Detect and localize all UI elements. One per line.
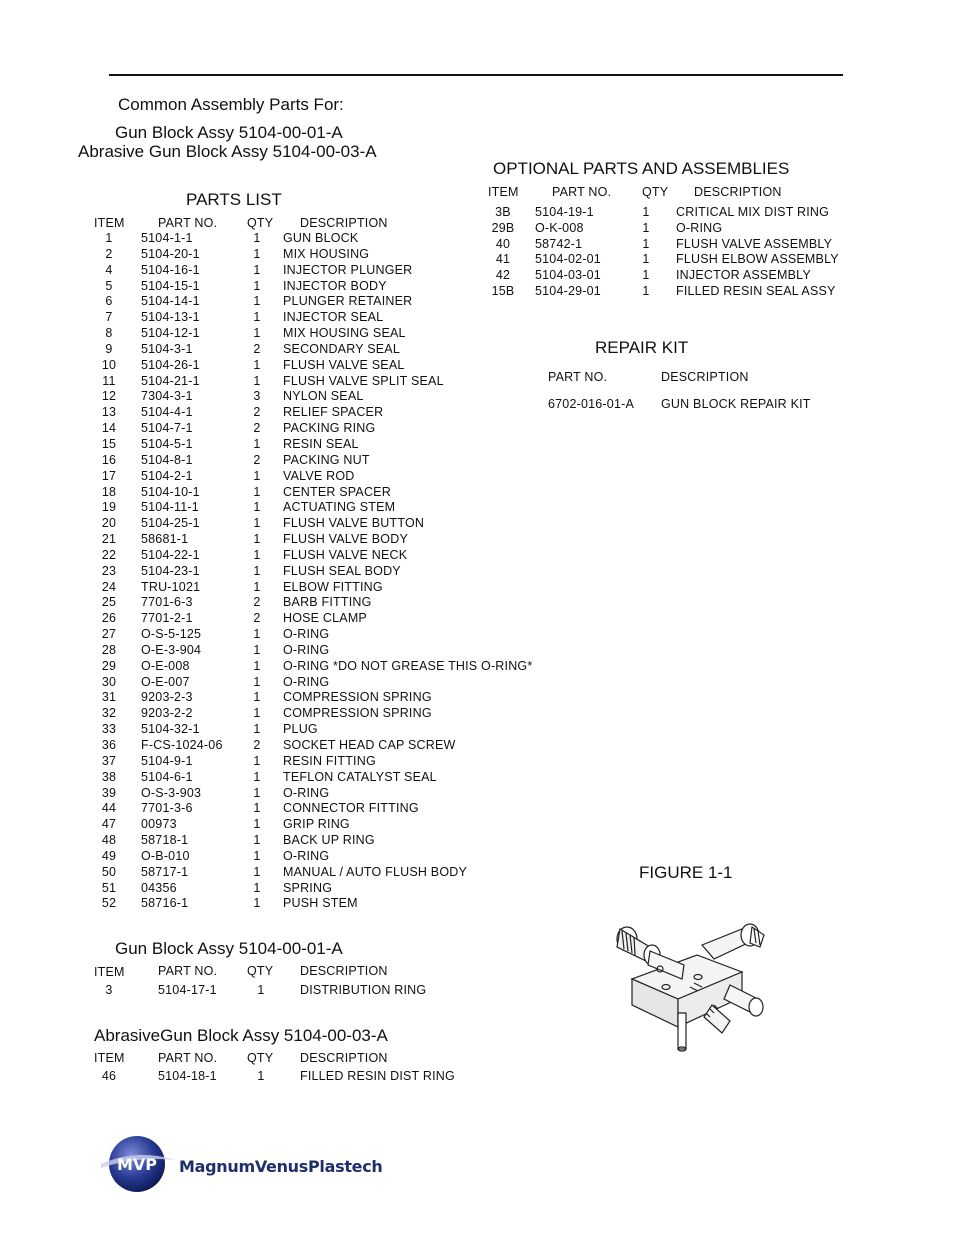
parts-part-no-cell: 5104-4-1 <box>141 405 193 420</box>
optional-qty-cell: 1 <box>642 236 650 251</box>
parts-part-no-cell: 7701-3-6 <box>141 801 193 816</box>
parts-description-cell: CONNECTOR FITTING <box>283 801 419 816</box>
parts-qty-cell: 1 <box>253 880 261 895</box>
parts-qty-cell: 1 <box>253 785 261 800</box>
parts-item-cell: 10 <box>101 357 117 372</box>
parts-description-cell: ELBOW FITTING <box>283 579 383 594</box>
parts-part-no-cell: 5104-12-1 <box>141 326 200 341</box>
parts-item-cell: 17 <box>101 468 117 483</box>
parts-item-cell: 33 <box>101 722 117 737</box>
parts-qty-cell: 1 <box>253 833 261 848</box>
parts-row <box>77 627 532 643</box>
parts-part-no-cell: 7701-6-3 <box>141 595 193 610</box>
parts-qty-cell: 1 <box>253 642 261 657</box>
optional-qty-cell: 1 <box>642 220 650 235</box>
parts-part-no-cell: 7701-2-1 <box>141 611 193 626</box>
parts-row <box>77 770 532 786</box>
optional-row <box>471 205 839 221</box>
parts-qty-cell: 1 <box>253 706 261 721</box>
parts-item-cell: 50 <box>101 864 117 879</box>
parts-part-no-cell: 5104-32-1 <box>141 722 200 737</box>
parts-part-no-cell: 5104-14-1 <box>141 294 200 309</box>
parts-part-no-cell: 5104-3-1 <box>141 341 193 356</box>
parts-description-cell: GRIP RING <box>283 817 350 832</box>
parts-row <box>77 659 532 675</box>
parts-list-body <box>77 231 532 912</box>
parts-row <box>77 754 532 770</box>
parts-row <box>77 421 532 437</box>
parts-item-cell: 31 <box>101 690 117 705</box>
parts-qty-cell: 2 <box>253 611 261 626</box>
parts-row <box>77 485 532 501</box>
parts-qty-cell: 1 <box>253 246 261 261</box>
parts-qty-cell: 1 <box>253 262 261 277</box>
parts-part-no-cell: 04356 <box>141 880 177 895</box>
parts-qty-cell: 2 <box>253 421 261 436</box>
parts-qty-cell: 1 <box>253 357 261 372</box>
parts-row <box>77 358 532 374</box>
parts-description-cell: SPRING <box>283 880 333 895</box>
parts-description-cell: PACKING RING <box>283 421 376 436</box>
parts-qty-cell: 1 <box>253 817 261 832</box>
parts-part-no-cell: O-S-5-125 <box>141 627 202 642</box>
parts-item-cell: 8 <box>105 326 113 341</box>
optional-part-no-cell: O-K-008 <box>535 220 584 235</box>
parts-qty-cell: 2 <box>253 405 261 420</box>
parts-qty-cell: 1 <box>253 896 261 911</box>
optional-item-cell: 3B <box>495 205 511 219</box>
parts-item-cell: 29 <box>101 658 117 673</box>
assy-title-2: Abrasive Gun Block Assy 5104-00-03-A <box>78 142 377 161</box>
parts-item-cell: 27 <box>101 627 117 642</box>
parts-item-cell: 24 <box>101 579 117 594</box>
optional-part-no-cell: 5104-03-01 <box>535 268 601 283</box>
parts-row <box>77 453 532 469</box>
parts-description-cell: MIX HOUSING <box>283 246 370 261</box>
parts-item-cell: 4 <box>105 262 113 277</box>
abrasive-block-title: AbrasiveGun Block Assy 5104-00-03-A <box>94 1026 388 1045</box>
gun-block-item: 3 <box>105 983 113 997</box>
parts-row <box>77 564 532 580</box>
parts-part-no-cell: 5104-26-1 <box>141 357 200 372</box>
parts-part-no-cell: TRU-1021 <box>141 579 201 594</box>
figure-label: FIGURE 1-1 <box>639 863 733 882</box>
optional-description-cell: FLUSH VALVE ASSEMBLY <box>676 236 833 251</box>
abrasive-qty: 1 <box>257 1069 265 1083</box>
parts-qty-cell: 1 <box>253 500 261 515</box>
optional-description-cell: CRITICAL MIX DIST RING <box>676 205 830 219</box>
common-assembly-title: Common Assembly Parts For: <box>118 95 344 114</box>
parts-row <box>77 611 532 627</box>
abrasive-col-item: ITEM <box>94 1051 125 1065</box>
parts-part-no-cell: 5104-10-1 <box>141 484 200 499</box>
parts-qty-cell: 1 <box>253 326 261 341</box>
parts-qty-cell: 1 <box>253 658 261 673</box>
optional-row <box>471 221 839 237</box>
parts-list-title: PARTS LIST <box>186 190 282 209</box>
parts-part-no-cell: 00973 <box>141 817 177 832</box>
repair-kit-part: 6702-016-01-A <box>548 397 634 411</box>
parts-description-cell: PLUG <box>283 722 318 737</box>
parts-row <box>77 469 532 485</box>
gun-block-figure <box>602 917 774 1057</box>
parts-part-no-cell: 5104-23-1 <box>141 563 200 578</box>
parts-item-cell: 15 <box>101 436 117 451</box>
parts-item-cell: 26 <box>101 611 117 626</box>
parts-part-no-cell: 9203-2-3 <box>141 690 193 705</box>
parts-description-cell: PLUNGER RETAINER <box>283 294 413 309</box>
parts-description-cell: HOSE CLAMP <box>283 611 367 626</box>
parts-row <box>77 310 532 326</box>
parts-qty-cell: 1 <box>253 848 261 863</box>
parts-part-no-cell: 5104-25-1 <box>141 516 200 531</box>
parts-part-no-cell: 5104-13-1 <box>141 310 200 325</box>
optional-part-no-cell: 5104-19-1 <box>535 205 594 219</box>
parts-row <box>77 865 532 881</box>
parts-qty-cell: 1 <box>253 690 261 705</box>
parts-item-cell: 7 <box>105 310 113 325</box>
parts-description-cell: INJECTOR BODY <box>283 278 387 293</box>
parts-part-no-cell: 5104-11-1 <box>141 500 199 515</box>
optional-part-no-cell: 5104-29-01 <box>535 283 601 298</box>
parts-item-cell: 11 <box>102 373 116 388</box>
parts-description-cell: MIX HOUSING SEAL <box>283 326 406 341</box>
parts-qty-cell: 1 <box>253 468 261 483</box>
parts-description-cell: O-RING <box>283 785 330 800</box>
parts-qty-cell: 2 <box>253 452 261 467</box>
abrasive-col-desc: DESCRIPTION <box>300 1051 388 1065</box>
parts-qty-cell: 1 <box>253 563 261 578</box>
parts-qty-cell: 1 <box>253 373 261 388</box>
parts-description-cell: SOCKET HEAD CAP SCREW <box>283 738 456 752</box>
parts-qty-cell: 1 <box>253 547 261 562</box>
parts-description-cell: O-RING <box>283 642 330 657</box>
parts-qty-cell: 2 <box>253 595 261 610</box>
parts-part-no-cell: 9203-2-2 <box>141 706 193 721</box>
parts-qty-cell: 1 <box>253 294 261 309</box>
optional-item-cell: 41 <box>495 252 511 267</box>
parts-part-no-cell: 5104-7-1 <box>141 421 193 436</box>
parts-description-cell: O-RING <box>283 848 330 863</box>
parts-item-cell: 22 <box>101 547 117 562</box>
parts-row <box>77 786 532 802</box>
parts-row <box>77 326 532 342</box>
parts-qty-cell: 2 <box>253 738 261 752</box>
parts-qty-cell: 1 <box>253 674 261 689</box>
parts-item-cell: 14 <box>101 421 117 436</box>
parts-qty-cell: 1 <box>253 579 261 594</box>
parts-row <box>77 580 532 596</box>
parts-description-cell: GUN BLOCK <box>283 231 359 245</box>
parts-row <box>77 279 532 295</box>
parts-part-no-cell: 58681-1 <box>141 532 189 547</box>
abrasive-item: 46 <box>101 1069 117 1083</box>
optional-col-part: PART NO. <box>552 185 612 199</box>
gun-block-title: Gun Block Assy 5104-00-01-A <box>115 939 343 958</box>
parts-row <box>77 247 532 263</box>
optional-parts-table <box>471 205 839 300</box>
parts-row <box>77 294 532 310</box>
parts-part-no-cell: O-E-008 <box>141 658 190 673</box>
parts-item-cell: 1 <box>105 231 113 245</box>
parts-part-no-cell: 5104-20-1 <box>141 246 200 261</box>
parts-part-no-cell: 58716-1 <box>141 896 189 911</box>
parts-part-no-cell: 5104-2-1 <box>141 468 193 483</box>
parts-item-cell: 9 <box>105 341 113 356</box>
parts-description-cell: PACKING NUT <box>283 452 370 467</box>
optional-item-cell: 40 <box>495 236 511 251</box>
parts-item-cell: 13 <box>101 405 117 420</box>
parts-item-cell: 2 <box>105 246 113 261</box>
optional-row <box>471 268 839 284</box>
parts-description-cell: O-RING *DO NOT GREASE THIS O-RING* <box>283 658 533 673</box>
parts-item-cell: 49 <box>101 848 117 863</box>
parts-row <box>77 374 532 390</box>
optional-col-qty: QTY <box>642 185 669 199</box>
parts-item-cell: 32 <box>101 706 117 721</box>
parts-row <box>77 342 532 358</box>
abrasive-col-qty: QTY <box>247 1051 274 1065</box>
parts-row <box>77 389 532 405</box>
parts-row <box>77 437 532 453</box>
parts-description-cell: INJECTOR PLUNGER <box>283 262 413 277</box>
parts-row <box>77 516 532 532</box>
parts-description-cell: INJECTOR SEAL <box>283 310 384 325</box>
parts-description-cell: FLUSH SEAL BODY <box>283 563 401 578</box>
parts-qty-cell: 2 <box>253 341 261 356</box>
parts-item-cell: 28 <box>101 642 117 657</box>
parts-row <box>77 500 532 516</box>
parts-part-no-cell: 5104-5-1 <box>141 436 193 451</box>
parts-part-no-cell: 5104-22-1 <box>141 547 200 562</box>
parts-qty-cell: 1 <box>253 484 261 499</box>
parts-item-cell: 38 <box>101 769 117 784</box>
optional-qty-cell: 1 <box>642 268 650 283</box>
parts-item-cell: 39 <box>101 785 117 800</box>
parts-part-no-cell: 58717-1 <box>141 864 189 879</box>
gun-block-col-part: PART NO. <box>158 964 218 978</box>
parts-item-cell: 21 <box>101 532 117 547</box>
parts-qty-cell: 1 <box>253 516 261 531</box>
parts-description-cell: BARB FITTING <box>283 595 372 610</box>
optional-description-cell: O-RING <box>676 220 723 235</box>
parts-qty-cell: 1 <box>253 310 261 325</box>
parts-row <box>77 263 532 279</box>
parts-part-no-cell: 5104-8-1 <box>141 452 193 467</box>
parts-item-cell: 6 <box>105 294 113 309</box>
parts-description-cell: O-RING <box>283 674 330 689</box>
parts-row <box>77 801 532 817</box>
parts-row <box>77 595 532 611</box>
parts-row <box>77 706 532 722</box>
parts-qty-cell: 1 <box>253 801 261 816</box>
parts-row <box>77 817 532 833</box>
optional-description-cell: FLUSH ELBOW ASSEMBLY <box>676 252 839 267</box>
parts-part-no-cell: 5104-6-1 <box>141 769 193 784</box>
parts-row <box>77 643 532 659</box>
optional-parts-body <box>471 205 839 300</box>
parts-part-no-cell: 58718-1 <box>141 833 189 848</box>
parts-description-cell: CENTER SPACER <box>283 484 391 499</box>
parts-list-table <box>77 231 532 912</box>
header-rule <box>109 74 843 76</box>
parts-description-cell: VALVE ROD <box>283 468 355 483</box>
company-name: MagnumVenusPlastech <box>179 1157 383 1176</box>
abrasive-part: 5104-18-1 <box>158 1069 217 1083</box>
repair-kit-title: REPAIR KIT <box>595 338 689 357</box>
parts-col-desc: DESCRIPTION <box>300 216 388 230</box>
parts-qty-cell: 1 <box>253 278 261 293</box>
parts-col-item: ITEM <box>94 216 125 230</box>
abrasive-desc: FILLED RESIN DIST RING <box>300 1069 455 1083</box>
parts-item-cell: 12 <box>101 389 117 404</box>
parts-row <box>77 833 532 849</box>
parts-description-cell: NYLON SEAL <box>283 389 364 404</box>
parts-part-no-cell: O-B-010 <box>141 848 190 863</box>
parts-item-cell: 5 <box>105 278 113 293</box>
abrasive-col-part: PART NO. <box>158 1051 218 1065</box>
parts-item-cell: 16 <box>101 452 117 467</box>
parts-qty-cell: 3 <box>253 389 261 404</box>
optional-qty-cell: 1 <box>642 252 650 267</box>
parts-description-cell: MANUAL / AUTO FLUSH BODY <box>283 864 468 879</box>
parts-col-part: PART NO. <box>158 216 218 230</box>
optional-item-cell: 29B <box>491 220 515 235</box>
optional-parts-title: OPTIONAL PARTS AND ASSEMBLIES <box>493 159 790 178</box>
parts-qty-cell: 1 <box>253 769 261 784</box>
parts-item-cell: 23 <box>101 563 117 578</box>
parts-description-cell: TEFLON CATALYST SEAL <box>283 769 437 784</box>
parts-col-qty: QTY <box>247 216 274 230</box>
optional-qty-cell: 1 <box>642 283 650 298</box>
optional-part-no-cell: 58742-1 <box>535 236 583 251</box>
parts-description-cell: FLUSH VALVE BODY <box>283 532 408 547</box>
parts-description-cell: ACTUATING STEM <box>283 500 396 515</box>
optional-col-desc: DESCRIPTION <box>694 185 782 199</box>
optional-col-item: ITEM <box>488 185 519 199</box>
parts-description-cell: RESIN SEAL <box>283 436 359 451</box>
gun-block-col-qty: QTY <box>247 964 274 978</box>
gun-block-part: 5104-17-1 <box>158 983 217 997</box>
parts-description-cell: SECONDARY SEAL <box>283 341 400 356</box>
optional-qty-cell: 1 <box>642 205 650 219</box>
parts-item-cell: 51 <box>101 880 117 895</box>
optional-row <box>471 284 839 300</box>
parts-part-no-cell: F-CS-1024-06 <box>141 738 223 752</box>
repair-col-part: PART NO. <box>548 370 608 384</box>
parts-qty-cell: 1 <box>253 753 261 768</box>
optional-row <box>471 237 839 253</box>
parts-description-cell: FLUSH VALVE SEAL <box>283 357 405 372</box>
parts-item-cell: 47 <box>101 817 117 832</box>
parts-description-cell: FLUSH VALVE NECK <box>283 547 408 562</box>
optional-part-no-cell: 5104-02-01 <box>535 252 601 267</box>
optional-row <box>471 252 839 268</box>
parts-part-no-cell: 5104-9-1 <box>141 753 193 768</box>
parts-part-no-cell: 5104-15-1 <box>141 278 200 293</box>
parts-row <box>77 881 532 897</box>
parts-qty-cell: 1 <box>253 532 261 547</box>
parts-description-cell: BACK UP RING <box>283 833 375 848</box>
repair-kit-desc: GUN BLOCK REPAIR KIT <box>661 397 811 411</box>
parts-row <box>77 738 532 754</box>
parts-row <box>77 405 532 421</box>
parts-description-cell: COMPRESSION SPRING <box>283 706 432 721</box>
parts-part-no-cell: 7304-3-1 <box>141 389 193 404</box>
parts-description-cell: COMPRESSION SPRING <box>283 690 432 705</box>
optional-description-cell: FILLED RESIN SEAL ASSY <box>676 283 836 298</box>
parts-row <box>77 722 532 738</box>
parts-description-cell: O-RING <box>283 627 330 642</box>
parts-qty-cell: 1 <box>253 436 261 451</box>
parts-item-cell: 25 <box>101 595 117 610</box>
parts-row <box>77 675 532 691</box>
parts-part-no-cell: O-E-3-904 <box>141 642 202 657</box>
parts-qty-cell: 1 <box>253 231 261 245</box>
parts-description-cell: PUSH STEM <box>283 896 358 911</box>
parts-description-cell: RESIN FITTING <box>283 753 376 768</box>
parts-item-cell: 44 <box>101 801 117 816</box>
gun-block-col-desc: DESCRIPTION <box>300 964 388 978</box>
repair-col-desc: DESCRIPTION <box>661 370 749 384</box>
optional-item-cell: 15B <box>491 283 515 298</box>
logo-mark-text: MVP <box>116 1155 158 1174</box>
parts-row <box>77 532 532 548</box>
parts-part-no-cell: O-E-007 <box>141 674 190 689</box>
parts-item-cell: 48 <box>101 833 117 848</box>
parts-item-cell: 20 <box>101 516 117 531</box>
parts-part-no-cell: O-S-3-903 <box>141 785 202 800</box>
parts-row <box>77 231 532 247</box>
gun-block-col-item: ITEM <box>94 965 125 979</box>
parts-item-cell: 37 <box>101 753 117 768</box>
parts-item-cell: 30 <box>101 674 117 689</box>
optional-item-cell: 42 <box>495 268 511 283</box>
parts-qty-cell: 1 <box>253 627 261 642</box>
parts-part-no-cell: 5104-1-1 <box>141 231 193 245</box>
parts-qty-cell: 1 <box>253 864 261 879</box>
parts-description-cell: FLUSH VALVE SPLIT SEAL <box>283 373 444 388</box>
optional-description-cell: INJECTOR ASSEMBLY <box>676 268 811 283</box>
parts-row <box>77 896 532 912</box>
parts-description-cell: RELIEF SPACER <box>283 405 384 420</box>
parts-description-cell: FLUSH VALVE BUTTON <box>283 516 425 531</box>
parts-part-no-cell: 5104-21-1 <box>141 373 200 388</box>
parts-item-cell: 52 <box>101 896 117 911</box>
parts-row <box>77 849 532 865</box>
parts-qty-cell: 1 <box>253 722 261 737</box>
parts-row <box>77 690 532 706</box>
mvp-logo-mark <box>99 1134 177 1194</box>
parts-part-no-cell: 5104-16-1 <box>141 262 200 277</box>
assy-title-1: Gun Block Assy 5104-00-01-A <box>115 123 343 142</box>
parts-row <box>77 548 532 564</box>
parts-item-cell: 19 <box>101 500 117 515</box>
parts-item-cell: 36 <box>101 738 117 752</box>
parts-item-cell: 18 <box>101 484 117 499</box>
gun-block-qty: 1 <box>257 983 265 997</box>
gun-block-desc: DISTRIBUTION RING <box>300 983 427 997</box>
